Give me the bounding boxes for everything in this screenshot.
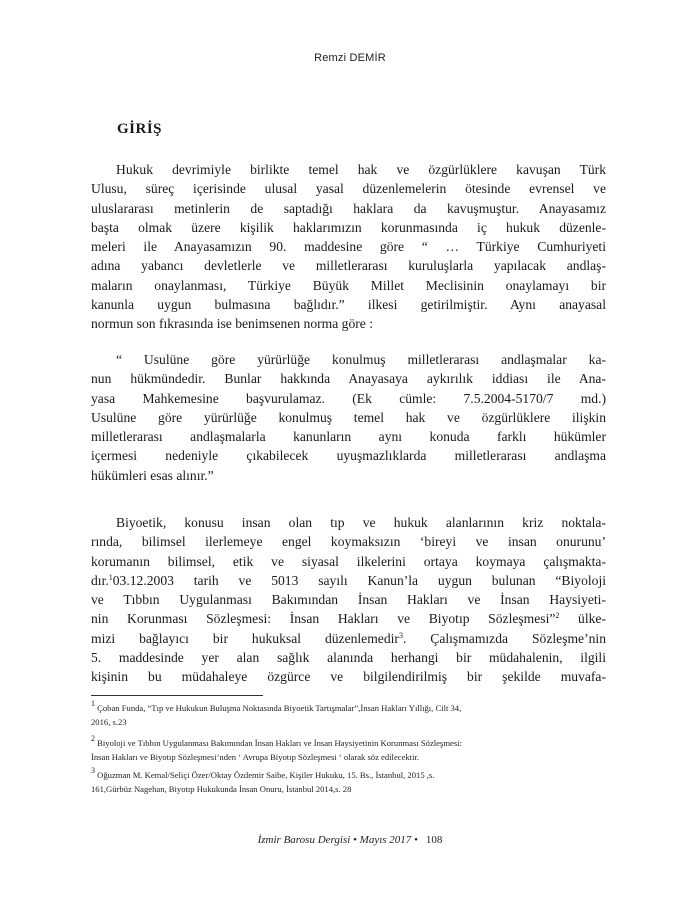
footnote-line xyxy=(91,734,606,751)
text-segment: mizi bağlayıcı bir hukuksal düzenlemedir xyxy=(91,630,399,646)
text-line: meleri ile Anayasamızın 90. maddesine göre “ … Türkiye Cumhuriyeti xyxy=(91,239,606,255)
footnote-mark: 3 xyxy=(91,766,95,775)
footnote-mark: 2 xyxy=(91,734,95,743)
text-line: başta olmak üzere kişilik haklarımızın korunmasında iç hukuk düzenle- xyxy=(91,219,606,235)
block-quote xyxy=(91,350,606,485)
text-line xyxy=(91,629,606,648)
footnote-line: 161,Gürbüz Nagehan, Biyotıp Hukukunda İnsan Onuru, İstanbul 2014,s. 28 xyxy=(91,783,352,794)
text-line: maların onaylanması, Türkiye Büyük Millet Meclisinin onaylamayı bir xyxy=(91,277,606,293)
footnote-2 xyxy=(91,734,606,764)
text-line xyxy=(91,571,606,590)
text-line: milletlerarası andlaşmalarla kanunların aynı konuda farklı hükümler xyxy=(91,429,606,445)
footnote-mark: 1 xyxy=(91,699,95,708)
text-line: kişinin bu müdahaleye özgürce ve bilgilendirilmiş bir şekilde muvafa- xyxy=(91,669,606,685)
text-line: uluslararası metinlerin de saptadığı haklara da kavuşmuştur. Anayasamız xyxy=(91,200,606,216)
text-line: nun hükmündedir. Bunlar hakkında Anayasaya aykırılık iddiası ile Ana- xyxy=(91,371,606,387)
footnote-1 xyxy=(91,699,606,729)
footnote-reference[interactable]: 3 xyxy=(398,630,403,640)
footnote-divider xyxy=(91,695,263,696)
page-footer xyxy=(0,834,700,846)
text-segment: 03.12.2003 tarih ve 5013 sayılı Kanun’la uygun bulunan “Biyoloji xyxy=(112,572,606,588)
footnote-line xyxy=(91,699,606,716)
text-segment: . Çalışmamızda Sözleşme’nin xyxy=(402,630,606,646)
text-line: ve Tıbbın Uygulanması Bakımından İnsan Hakları ve İnsan Haysiyeti- xyxy=(91,592,606,608)
text-line: Usulüne göre yürürlüğe konulmuş temel hak ve özgürlüklere ilişkin xyxy=(91,409,606,425)
text-line: korumanın bilimsel, etik ve siyasal ilkelerini ortaya koymaya çalışmakta- xyxy=(91,553,606,569)
text-line: Hukuk devrimiyle birlikte temel hak ve özgürlüklere kavuşan Türk xyxy=(116,162,606,177)
footnote-text: Oğuzman M. Kemal/Seliçi Özer/Oktay Özdemir Saibe, Kişiler Hukuku, 15. Bs., İstanbul, 2015 ,s. xyxy=(97,770,435,780)
text-line: içermesi nedeniyle çıkabilecek uyuşmazlıklarda milletlerarası andlaşma xyxy=(91,448,606,464)
text-line xyxy=(91,609,606,628)
text-line: “ Usulüne göre yürürlüğe konulmuş milletlerarası andlaşmalar ka- xyxy=(116,352,606,367)
text-line: kanunla uygun bulmasına bağlıdır.” ilkesi getirilmiştir. Aynı anayasal xyxy=(91,297,606,313)
page-number: 108 xyxy=(425,834,443,846)
footnote-text: Çoban Funda, “Tıp ve Hukukun Buluşma Noktasında Biyoetik Tartışmalar”,İnsan Hakları Yıllığı, Cilt 34, xyxy=(97,703,462,713)
text-line: rında, bilimsel ilerlemeye engel koymaksızın ‘bireyi ve insan onurunu’ xyxy=(91,534,606,550)
running-header: Remzi DEMİR xyxy=(314,52,386,64)
text-line: Biyoetik, konusu insan olan tıp ve hukuk alanlarının kriz noktala- xyxy=(116,515,606,530)
text-line: Ulusu, süreç içerisinde ulusal yasal düzenlemelerin ötesinde evrensel ve xyxy=(91,181,606,197)
footnote-3 xyxy=(91,766,606,796)
text-segment: nin Korunması Sözleşmesi: İnsan Hakları ve Biyotıp Sözleşmesi” xyxy=(91,611,556,627)
paragraph-introduction xyxy=(91,160,606,334)
footnote-text: Biyoloji ve Tıbbın Uygulanması Bakımından İnsan Hakları ve İnsan Haysiyetinin Korunması Sözleşmesi: xyxy=(97,738,462,748)
section-heading: GİRİŞ xyxy=(117,121,163,137)
footnote-line xyxy=(91,766,606,783)
paragraph-bioethics xyxy=(91,513,606,687)
text-line: adına yabancı devletlerle ve milletlerarası kuruluşlarla yapılacak andlaş- xyxy=(91,258,606,274)
text-segment: dır. xyxy=(91,572,109,588)
journal-name: İzmir Barosu Dergisi • Mayıs 2017 • xyxy=(257,834,418,846)
text-line: yasa Mahkemesine başvurulamaz. (Ek cümle: 7.5.2004-5170/7 md.) xyxy=(91,390,606,406)
footnote-reference[interactable]: 2 xyxy=(555,611,560,621)
footnote-line: 2016, s.23 xyxy=(91,716,127,727)
footnote-reference[interactable]: 1 xyxy=(108,572,113,582)
text-line: normun son fıkrasında ise benimsenen norma göre : xyxy=(91,316,374,332)
text-segment: ülke- xyxy=(559,611,606,627)
footnote-line: İnsan Hakları ve Biyotıp Sözleşmesi’nden ‘ Avrupa Biyotıp Sözleşmesi ‘ olarak söz edilecektir. xyxy=(91,751,419,762)
text-line: hükümleri esas alınır.” xyxy=(91,467,214,483)
text-line: 5. maddesinde yer alan sağlık alanında herhangi bir müdahalenin, ilgili xyxy=(91,650,606,666)
